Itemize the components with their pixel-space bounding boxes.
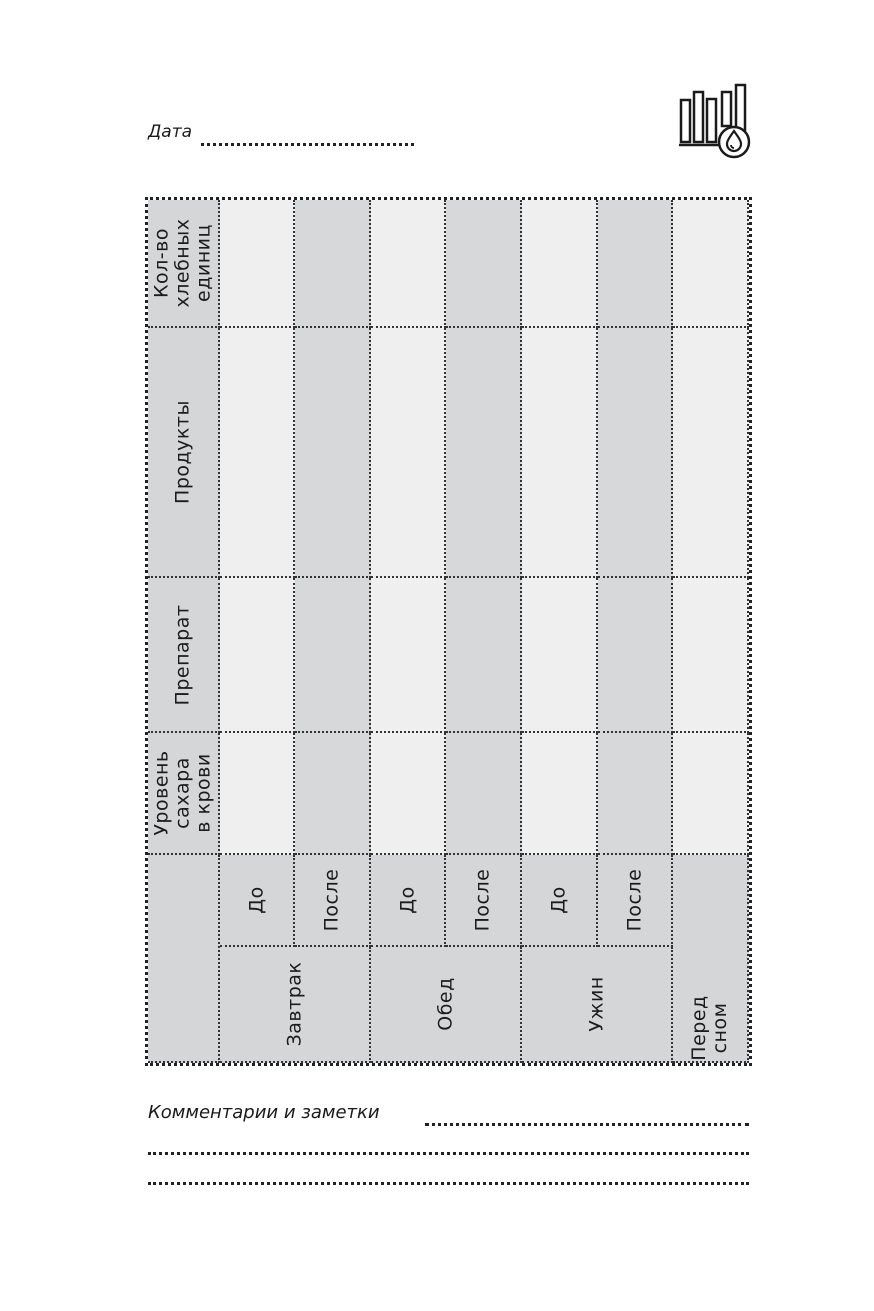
carbs-lunch-before[interactable]	[371, 200, 446, 328]
sub-header-text: До	[396, 886, 418, 914]
carbs-lunch-after[interactable]	[446, 200, 522, 328]
comments-line-1[interactable]	[425, 1123, 749, 1126]
sub-header-before	[371, 855, 446, 947]
sub-header-text: После	[471, 868, 494, 932]
meal-header-text: Завтрак	[283, 961, 305, 1047]
sub-header-after	[446, 855, 522, 947]
date-label: Дата	[148, 122, 193, 142]
sub-header-text: До	[547, 886, 570, 914]
carbs-breakfast-before[interactable]	[220, 200, 295, 328]
sugar-breakfast-before[interactable]	[220, 733, 295, 855]
medication-dinner-before[interactable]	[522, 578, 598, 733]
sub-header-text: После	[623, 868, 645, 932]
products-dinner-after[interactable]	[598, 328, 673, 578]
medication-dinner-after[interactable]	[598, 578, 673, 733]
meal-header-text: Обед	[434, 977, 456, 1031]
row-label-blood-sugar-text: Уровень сахара в крови	[150, 750, 215, 836]
comments-label: Комментарии и заметки	[148, 1102, 380, 1123]
sub-header-text: После	[320, 868, 343, 932]
sugar-before-sleep[interactable]	[673, 733, 749, 855]
sugar-log-table	[148, 200, 749, 1063]
carbs-before-sleep[interactable]	[673, 200, 749, 328]
meal-header-text: Перед сном	[688, 995, 731, 1061]
sub-header-text: До	[245, 886, 267, 914]
medication-breakfast-before[interactable]	[220, 578, 295, 733]
date-field[interactable]	[201, 143, 414, 146]
meal-header-breakfast	[220, 947, 371, 1063]
sub-header-before	[522, 855, 598, 947]
row-label-carbs-text: Кол-во хлебных единиц	[150, 218, 215, 308]
sugar-breakfast-after[interactable]	[295, 733, 371, 855]
sugar-dinner-after[interactable]	[598, 733, 673, 855]
row-label-blood-sugar	[148, 733, 220, 855]
comments-line-2[interactable]	[148, 1152, 749, 1155]
meal-header-lunch	[371, 947, 522, 1063]
carbs-dinner-after[interactable]	[598, 200, 673, 328]
meal-header-text: Ужин	[585, 976, 607, 1032]
sugar-lunch-after[interactable]	[446, 733, 522, 855]
row-label-products-text: Продукты	[171, 400, 194, 504]
carbs-dinner-before[interactable]	[522, 200, 598, 328]
meal-header-before-sleep	[673, 855, 749, 1063]
products-lunch-before[interactable]	[371, 328, 446, 578]
sugar-dinner-before[interactable]	[522, 733, 598, 855]
medication-before-sleep[interactable]	[673, 578, 749, 733]
medication-lunch-after[interactable]	[446, 578, 522, 733]
sugar-lunch-before[interactable]	[371, 733, 446, 855]
medication-breakfast-after[interactable]	[295, 578, 371, 733]
products-lunch-after[interactable]	[446, 328, 522, 578]
row-label-medication	[148, 578, 220, 733]
meal-header-dinner	[522, 947, 673, 1063]
comments-line-3[interactable]	[148, 1182, 749, 1185]
glucose-chart-icon	[676, 82, 756, 162]
carbs-breakfast-after[interactable]	[295, 200, 371, 328]
row-label-products	[148, 328, 220, 578]
sub-header-after	[295, 855, 371, 947]
row-label-medication-text: Препарат	[171, 604, 194, 705]
medication-lunch-before[interactable]	[371, 578, 446, 733]
products-before-sleep[interactable]	[673, 328, 749, 578]
products-breakfast-after[interactable]	[295, 328, 371, 578]
sub-header-after	[598, 855, 673, 947]
products-dinner-before[interactable]	[522, 328, 598, 578]
corner-cell	[148, 855, 220, 1063]
sub-header-before	[220, 855, 295, 947]
products-breakfast-before[interactable]	[220, 328, 295, 578]
row-label-carbs	[148, 200, 220, 328]
